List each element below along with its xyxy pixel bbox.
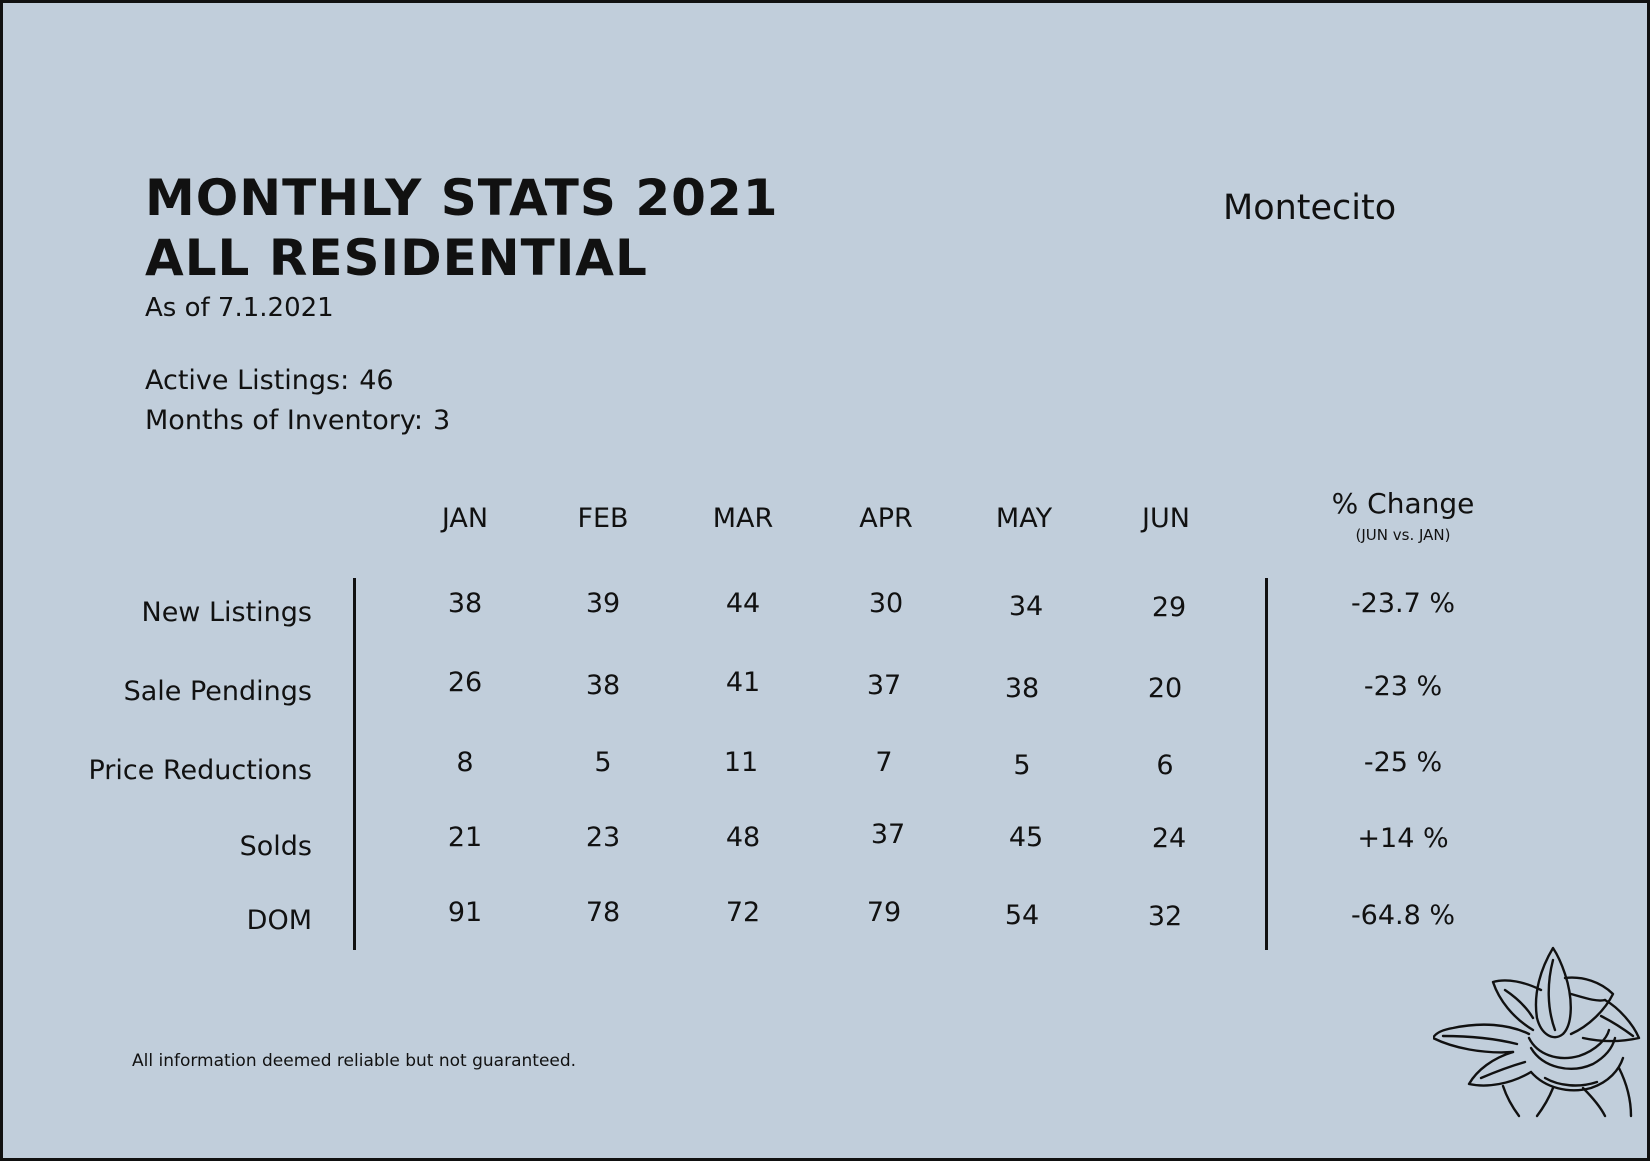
right-divider [1265, 578, 1268, 950]
row-label-sale-pendings: Sale Pendings [123, 676, 312, 707]
table-cell: 32 [1147, 901, 1183, 932]
table-cell: 44 [725, 588, 761, 619]
table-cell: 5 [594, 747, 612, 778]
row-label-price-reductions: Price Reductions [88, 755, 312, 786]
row-label-new-listings: New Listings [141, 597, 312, 628]
table-cell: 6 [1156, 750, 1174, 781]
months-inventory-label: Months of Inventory: [145, 405, 423, 436]
table-cell: 72 [725, 897, 761, 928]
table-cell: 11 [723, 747, 759, 778]
table-cell: 91 [447, 897, 483, 928]
change-value: +14 % [1357, 823, 1449, 854]
change-value: -23.7 % [1350, 588, 1456, 619]
month-header-feb: FEB [577, 503, 629, 534]
change-header-title: % Change [1331, 487, 1475, 520]
table-cell: 5 [1013, 750, 1031, 781]
month-header-jan: JAN [441, 503, 489, 534]
page-subtitle: ALL RESIDENTIAL [145, 229, 648, 287]
month-header-may: MAY [995, 503, 1053, 534]
table-cell: 20 [1147, 673, 1183, 704]
disclaimer: All information deemed reliable but not guaranteed. [132, 1051, 577, 1071]
table-cell: 38 [447, 588, 483, 619]
change-header-subtitle: (JUN vs. JAN) [1355, 526, 1451, 544]
table-cell: 34 [1008, 591, 1044, 622]
table-cell: 30 [868, 588, 904, 619]
table-cell: 45 [1008, 822, 1044, 853]
page-title: MONTHLY STATS 2021 [145, 169, 779, 227]
table-cell: 29 [1151, 592, 1187, 623]
change-value: -64.8 % [1350, 900, 1456, 931]
months-inventory-metric [145, 405, 450, 436]
change-value: -23 % [1363, 671, 1443, 702]
active-listings-metric [145, 365, 394, 396]
table-cell: 21 [447, 822, 483, 853]
table-cell: 39 [585, 588, 621, 619]
row-label-solds: Solds [239, 831, 312, 862]
table-cell: 38 [585, 670, 621, 701]
table-cell: 7 [875, 747, 893, 778]
table-cell: 8 [456, 747, 474, 778]
lotus-flower-icon [1433, 938, 1643, 1118]
month-header-mar: MAR [712, 503, 774, 534]
table-cell: 37 [866, 670, 902, 701]
as-of-date: As of 7.1.2021 [145, 293, 334, 323]
table-cell: 26 [447, 667, 483, 698]
active-listings-label: Active Listings: [145, 365, 350, 396]
table-cell: 23 [585, 822, 621, 853]
active-listings-value: 46 [359, 365, 394, 396]
table-cell: 54 [1004, 900, 1040, 931]
change-header [1253, 487, 1553, 544]
months-inventory-value: 3 [432, 405, 451, 436]
month-header-apr: APR [859, 503, 913, 534]
table-cell: 48 [725, 822, 761, 853]
row-label-dom: DOM [246, 905, 312, 936]
table-cell: 78 [585, 897, 621, 928]
change-value: -25 % [1363, 747, 1443, 778]
left-divider [353, 578, 356, 950]
table-cell: 38 [1004, 673, 1040, 704]
region-name: Montecito [1223, 188, 1397, 228]
table-cell: 37 [870, 819, 906, 850]
month-header-jun: JUN [1142, 503, 1190, 534]
table-cell: 41 [725, 667, 761, 698]
table-cell: 79 [866, 897, 902, 928]
table-cell: 24 [1151, 823, 1187, 854]
